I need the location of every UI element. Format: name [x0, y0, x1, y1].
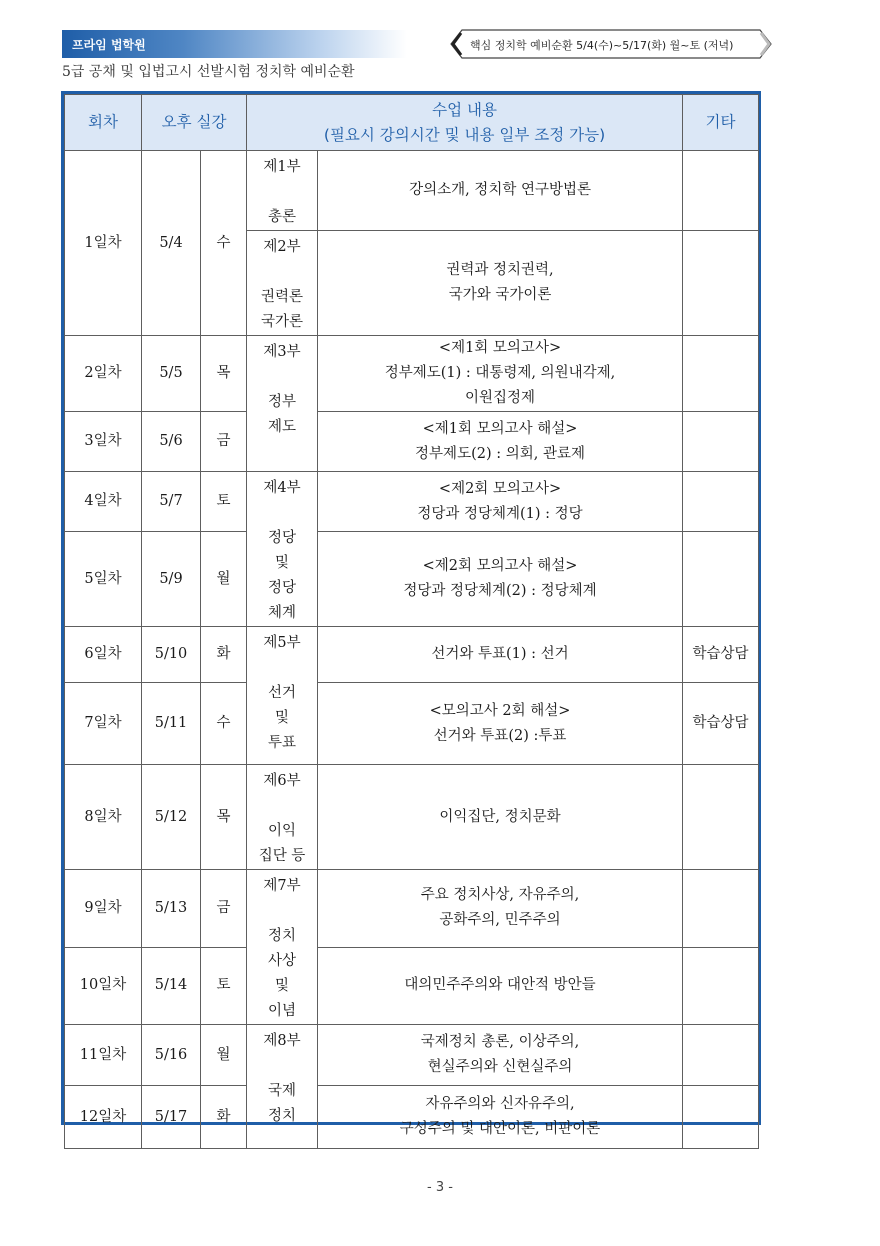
day-cell: 토 — [201, 947, 247, 1025]
part-spacer — [247, 794, 317, 819]
date-cell: 5/9 — [142, 532, 201, 627]
date-cell: 5/17 — [142, 1086, 201, 1149]
content-cell — [318, 472, 683, 532]
th-content — [247, 95, 683, 151]
part-number: 제7부 — [263, 878, 301, 894]
etc-cell — [683, 336, 759, 412]
content-cell — [318, 336, 683, 412]
day-cell: 수 — [201, 151, 247, 336]
content-line: 국가와 국가이론 — [448, 287, 552, 303]
course-tag-label: 핵심 정치학 예비순환 5/4(수)~5/17(화) 월~토 (저녁) — [470, 39, 734, 52]
session-cell: 5일차 — [65, 532, 142, 627]
etc-cell — [683, 765, 759, 870]
part-title-line: 국제 — [268, 1083, 297, 1099]
etc-cell — [683, 412, 759, 472]
part-title-line: 투표 — [268, 735, 297, 751]
content-line: 주요 정치사상, 자유주의, — [420, 887, 580, 904]
content-line: <제2회 모의고사 해설> — [422, 558, 578, 574]
etc-cell — [683, 947, 759, 1025]
content-line: <제1회 모의고사> — [438, 340, 562, 356]
part-title-line: 정당 — [268, 580, 297, 596]
session-cell: 9일차 — [65, 870, 142, 948]
table-row — [65, 627, 759, 683]
content-line: 강의소개, 정치학 연구방법론 — [409, 182, 591, 198]
content-cell — [318, 412, 683, 472]
day-cell: 목 — [201, 765, 247, 870]
part-cell — [247, 231, 318, 336]
content-line: 공화주의, 민주주의 — [439, 912, 561, 929]
schedule-table — [64, 94, 759, 1149]
part-title-line: 집단 등 — [258, 848, 306, 864]
part-spacer — [247, 899, 317, 924]
day-cell: 월 — [201, 532, 247, 627]
etc-cell — [683, 1025, 759, 1086]
session-cell: 7일차 — [65, 683, 142, 765]
part-title-line: 정당 — [268, 530, 297, 546]
content-line: 대의민주주의와 대안적 방안들 — [404, 977, 596, 994]
etc-cell — [683, 231, 759, 336]
content-cell — [318, 1086, 683, 1149]
content-line: 정부제도(1) : 대통령제, 의원내각제, — [384, 365, 616, 381]
content-cell — [318, 947, 683, 1025]
document-subtitle: 5급 공채 및 입법고시 선발시험 정치학 예비순환 — [62, 64, 355, 80]
content-line: <제1회 모의고사 해설> — [422, 420, 578, 437]
part-title-line: 및 — [275, 978, 290, 994]
part-title-line: 권력론 — [261, 289, 304, 305]
part-number: 제4부 — [263, 480, 301, 496]
table-row — [65, 336, 759, 412]
etc-cell: 학습상담 — [683, 683, 759, 765]
table-row — [65, 947, 759, 1025]
day-cell: 화 — [201, 1086, 247, 1149]
course-tag — [450, 29, 772, 59]
etc-cell — [683, 1086, 759, 1149]
part-cell — [247, 870, 318, 1025]
table-row — [65, 1086, 759, 1149]
date-cell: 5/4 — [142, 151, 201, 336]
part-number: 제2부 — [263, 239, 301, 255]
content-line: <모의고사 2회 해설> — [429, 702, 571, 719]
content-cell — [318, 151, 683, 231]
brand-name: 프라임 법학원 — [72, 38, 146, 52]
part-spacer — [247, 501, 317, 526]
th-content-line: 수업 내용 — [432, 100, 497, 119]
date-cell: 5/16 — [142, 1025, 201, 1086]
part-title-line: 체계 — [268, 605, 297, 621]
date-cell: 5/5 — [142, 336, 201, 412]
part-title-line: 총론 — [268, 209, 297, 225]
part-title-line: 및 — [275, 555, 290, 571]
content-line: 자유주의와 신자유주의, — [425, 1096, 575, 1112]
content-line: 이원집정제 — [465, 390, 536, 406]
content-line: 선거와 투표(2) :투표 — [433, 727, 567, 744]
part-title-line: 이념 — [268, 1003, 297, 1019]
content-cell — [318, 683, 683, 765]
table-row — [65, 532, 759, 627]
session-cell: 2일차 — [65, 336, 142, 412]
content-cell — [318, 231, 683, 336]
content-line: 이익집단, 정치문화 — [439, 808, 561, 825]
part-cell — [247, 151, 318, 231]
etc-cell — [683, 532, 759, 627]
content-cell — [318, 870, 683, 948]
part-title-line: 사상 — [268, 953, 297, 969]
part-spacer — [247, 1054, 317, 1079]
part-spacer — [247, 365, 317, 390]
content-line: 현실주의와 신현실주의 — [427, 1059, 573, 1075]
content-line: 정부제도(2) : 의회, 관료제 — [415, 445, 585, 462]
content-line: 구성주의 및 대안이론, 비판이론 — [399, 1121, 601, 1137]
session-cell: 4일차 — [65, 472, 142, 532]
table-row — [65, 1025, 759, 1086]
part-cell — [247, 336, 318, 472]
content-line: 국제정치 총론, 이상주의, — [420, 1034, 580, 1050]
date-cell: 5/10 — [142, 627, 201, 683]
date-cell: 5/6 — [142, 412, 201, 472]
part-cell — [247, 765, 318, 870]
part-title-line: 국가론 — [261, 314, 304, 330]
page-number: - 3 - — [427, 1180, 453, 1195]
date-cell: 5/14 — [142, 947, 201, 1025]
content-line: 정당과 정당체계(2) : 정당체계 — [403, 583, 597, 599]
session-cell: 12일차 — [65, 1086, 142, 1149]
etc-cell — [683, 870, 759, 948]
table-row — [65, 683, 759, 765]
etc-cell — [683, 472, 759, 532]
part-title-line: 정치 — [268, 928, 297, 944]
day-cell: 토 — [201, 472, 247, 532]
part-title-line: 정부 — [268, 394, 297, 410]
th-lecture: 오후 실강 — [142, 95, 247, 151]
schedule-table-frame — [61, 91, 761, 1137]
th-etc: 기타 — [683, 95, 759, 151]
table-row — [65, 151, 759, 231]
brand-banner — [62, 30, 407, 58]
part-title-line: 및 — [275, 710, 290, 726]
content-line: 권력과 정치권력, — [446, 262, 554, 278]
part-number: 제8부 — [263, 1033, 301, 1049]
part-number: 제3부 — [263, 344, 301, 360]
part-cell — [247, 627, 318, 765]
part-title-line: 제도 — [268, 419, 297, 435]
part-spacer — [247, 180, 317, 205]
part-title-line: 이익 — [268, 823, 297, 839]
part-cell — [247, 1025, 318, 1149]
date-cell: 5/13 — [142, 870, 201, 948]
part-title-line: 정치 — [268, 1108, 297, 1124]
day-cell: 수 — [201, 683, 247, 765]
day-cell: 화 — [201, 627, 247, 683]
day-cell: 목 — [201, 336, 247, 412]
part-title-line: 선거 — [268, 685, 297, 701]
table-row — [65, 412, 759, 472]
part-number: 제6부 — [263, 773, 301, 789]
date-cell: 5/12 — [142, 765, 201, 870]
day-cell: 금 — [201, 870, 247, 948]
etc-cell: 학습상담 — [683, 627, 759, 683]
date-cell: 5/11 — [142, 683, 201, 765]
part-number: 제5부 — [263, 635, 301, 651]
part-number: 제1부 — [263, 159, 301, 175]
part-spacer — [247, 260, 317, 285]
session-cell: 8일차 — [65, 765, 142, 870]
th-session: 회차 — [65, 95, 142, 151]
session-cell: 1일차 — [65, 151, 142, 336]
session-cell: 3일차 — [65, 412, 142, 472]
table-row — [65, 870, 759, 948]
content-line: 정당과 정당체계(1) : 정당 — [417, 505, 583, 522]
session-cell: 10일차 — [65, 947, 142, 1025]
content-line: <제2회 모의고사> — [438, 480, 562, 497]
part-spacer — [247, 656, 317, 681]
content-cell — [318, 765, 683, 870]
session-cell: 6일차 — [65, 627, 142, 683]
part-cell — [247, 472, 318, 627]
content-cell — [318, 627, 683, 683]
etc-cell — [683, 151, 759, 231]
table-row — [65, 765, 759, 870]
day-cell: 금 — [201, 412, 247, 472]
content-cell — [318, 1025, 683, 1086]
session-cell: 11일차 — [65, 1025, 142, 1086]
content-cell — [318, 532, 683, 627]
content-line: 선거와 투표(1) : 선거 — [431, 646, 569, 662]
table-row — [65, 472, 759, 532]
date-cell: 5/7 — [142, 472, 201, 532]
day-cell: 월 — [201, 1025, 247, 1086]
th-content-line: (필요시 강의시간 및 내용 일부 조정 가능) — [323, 125, 606, 144]
